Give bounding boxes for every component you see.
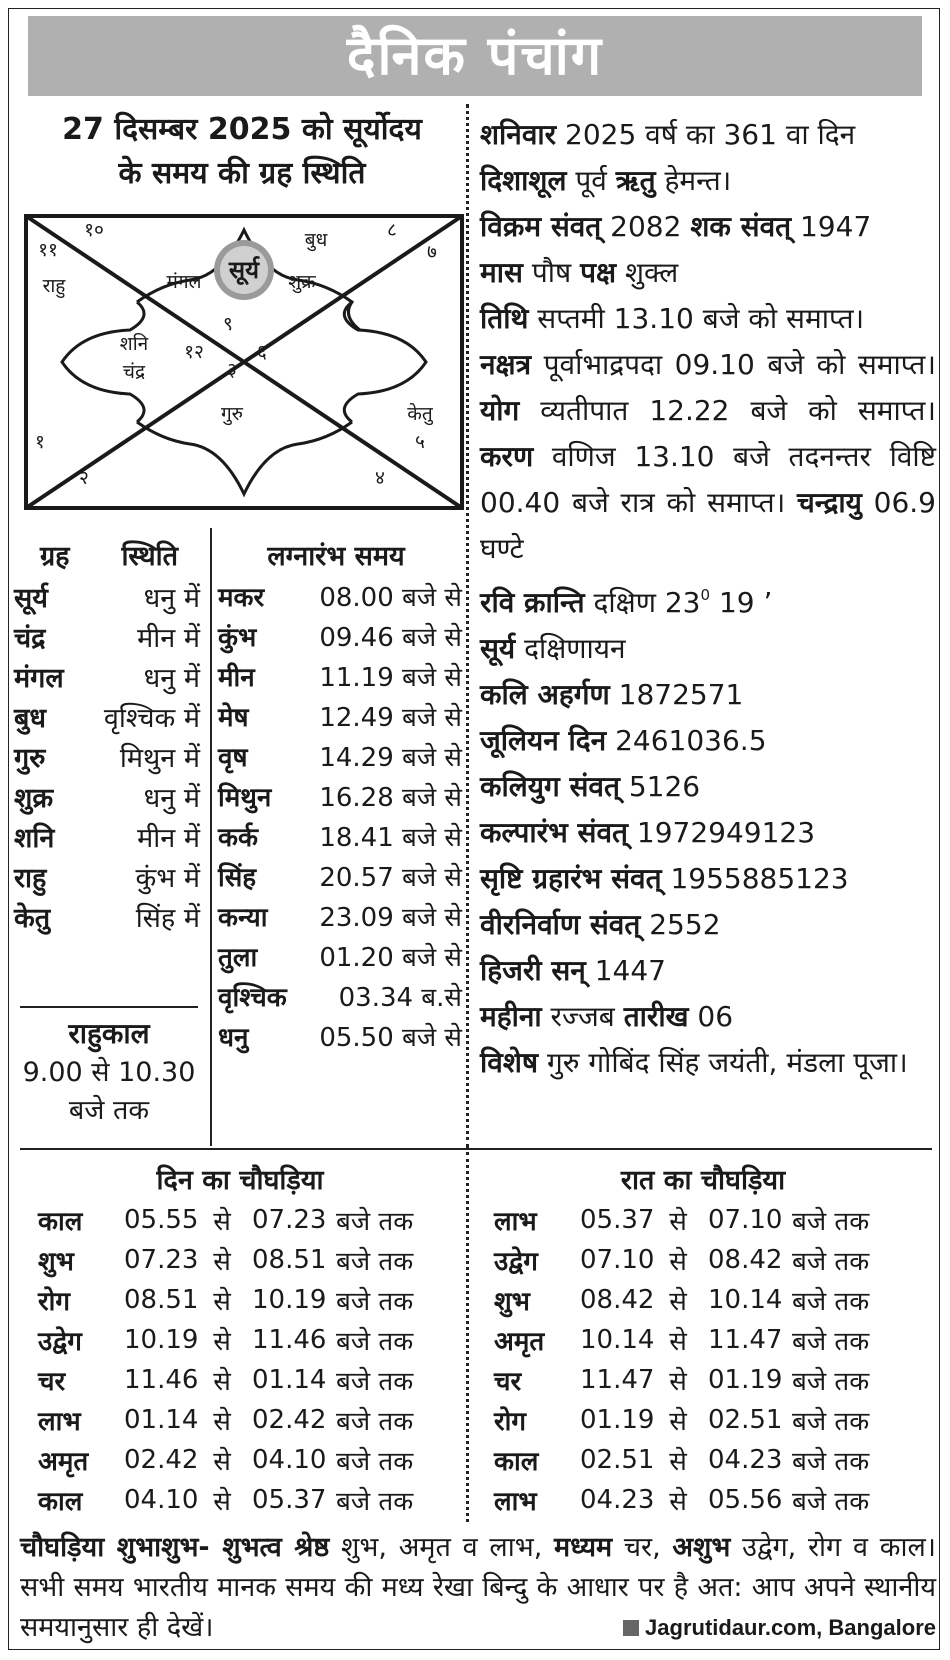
choghadiya-to: 07.10	[708, 1205, 783, 1235]
house-label: ५	[415, 431, 425, 453]
choghadiya-from: 04.10	[124, 1485, 199, 1515]
house-label: ११	[38, 239, 58, 261]
choghadiya-from: 01.19	[580, 1405, 655, 1435]
lagna-row	[218, 656, 462, 696]
choghadiya-to: 10.14	[708, 1285, 783, 1315]
choghadiya-name: काल	[38, 1487, 83, 1517]
lagna-name: मीन	[218, 663, 255, 693]
choghadiya-from: 08.42	[580, 1285, 655, 1315]
planet-name: शुक्र	[14, 782, 54, 814]
choghadiya-row	[494, 1400, 869, 1440]
choghadiya-to: 11.47	[708, 1325, 783, 1355]
vishesh-line: विशेष गुरु गोबिंद सिंह जयंती, मंडला पूजा।	[480, 1046, 908, 1079]
choghadiya-row	[38, 1440, 413, 1480]
ayan-line: सूर्य दक्षिणायन	[480, 632, 626, 665]
chart-heading	[22, 108, 462, 196]
srishti-samvat-line: सृष्टि ग्रहारंभ संवत् 1955885123	[480, 862, 849, 895]
choghadiya-row	[494, 1240, 869, 1280]
planet-row	[14, 896, 200, 936]
house-label: चंद्र	[122, 361, 146, 383]
choghadiya-suffix: बजे तक	[792, 1287, 870, 1317]
house-label: केतु	[407, 403, 433, 425]
planet-name: राहु	[14, 862, 47, 894]
choghadiya-to: 08.42	[708, 1245, 783, 1275]
lagna-row	[218, 776, 462, 816]
choghadiya-name: रोग	[494, 1407, 527, 1437]
choghadiya-name: लाभ	[494, 1207, 537, 1237]
choghadiya-row	[494, 1320, 869, 1360]
sun-label: सूर्य	[228, 256, 260, 284]
lagna-name: मिथुन	[218, 783, 272, 813]
choghadiya-se: से	[669, 1287, 687, 1317]
dishashool-line: दिशाशूल पूर्व ऋतु हेमन्त।	[480, 164, 732, 197]
choghadiya-suffix: बजे तक	[336, 1287, 414, 1317]
lagna-time: 03.34 ब.से	[338, 983, 462, 1013]
choghadiya-to: 11.46	[252, 1325, 327, 1355]
choghadiya-to: 05.56	[708, 1485, 783, 1515]
choghadiya-row	[38, 1360, 413, 1400]
choghadiya-from: 07.23	[124, 1245, 199, 1275]
lagna-row	[218, 976, 462, 1016]
planet-position: कुंभ में	[135, 862, 200, 894]
lagna-time: 08.00 बजे से	[319, 583, 462, 613]
choghadiya-suffix: बजे तक	[336, 1367, 414, 1397]
house-label: राहु	[42, 275, 66, 297]
lagna-name: मेष	[218, 703, 249, 733]
choghadiya-name: अमृत	[494, 1327, 545, 1357]
choghadiya-suffix: बजे तक	[792, 1447, 870, 1477]
choghadiya-to: 01.14	[252, 1365, 327, 1395]
lagna-name: वृष	[218, 743, 248, 773]
choghadiya-to: 04.10	[252, 1445, 327, 1475]
rahukaal-title: राहुकाल	[68, 1017, 150, 1050]
choghadiya-se: से	[669, 1247, 687, 1277]
choghadiya-from: 05.37	[580, 1205, 655, 1235]
planet-position: मीन में	[137, 822, 200, 854]
choghadiya-row	[38, 1240, 413, 1280]
choghadiya-name: उद्वेग	[494, 1247, 538, 1277]
choghadiya-se: से	[213, 1287, 231, 1317]
planet-position: धनु में	[143, 582, 200, 614]
planet-row	[14, 856, 200, 896]
chart-heading-line1: 27 दिसम्बर 2025 को सूर्योदय	[62, 112, 422, 147]
choghadiya-suffix: बजे तक	[336, 1487, 414, 1517]
choghadiya-from: 11.47	[580, 1365, 655, 1395]
choghadiya-se: से	[213, 1447, 231, 1477]
kaliyug-samvat-line: कलियुग संवत् 5126	[480, 770, 701, 803]
lagna-row	[218, 816, 462, 856]
lagna-row	[218, 736, 462, 776]
night-choghadiya-title: रात का चौघड़िया	[620, 1165, 786, 1196]
nakshatra-paragraph: नक्षत्र पूर्वाभाद्रपदा 09.10 बजे को समाप्त। योग व्यतीपात 12.22 बजे को समाप्त। करण वणिज 13.10 बजे तदनन्तर विष्टि 00.40 बजे रात्र को समाप्त। चन्द्रायु 06.9 घण्टे	[480, 348, 936, 565]
choghadiya-to: 07.23	[252, 1205, 327, 1235]
choghadiya-name: अमृत	[38, 1447, 89, 1477]
choghadiya-row	[38, 1200, 413, 1240]
planet-position: वृश्चिक में	[103, 702, 200, 734]
choghadiya-to: 10.19	[252, 1285, 327, 1315]
planet-position: धनु में	[143, 662, 200, 694]
house-label: १	[35, 431, 45, 453]
choghadiya-from: 11.46	[124, 1365, 199, 1395]
kranti-line: रवि क्रान्ति दक्षिण $23^0$ 19 ’	[480, 586, 773, 619]
choghadiya-to: 04.23	[708, 1445, 783, 1475]
lagna-row	[218, 616, 462, 656]
choghadiya-row	[494, 1440, 869, 1480]
planet-name: बुध	[14, 702, 47, 734]
choghadiya-se: से	[213, 1487, 231, 1517]
choghadiya-suffix: बजे तक	[792, 1247, 870, 1277]
page-title: दैनिक पंचांग	[28, 16, 922, 96]
choghadiya-se: से	[669, 1207, 687, 1237]
lagna-time: 18.41 बजे से	[319, 823, 462, 853]
choghadiya-se: से	[669, 1367, 687, 1397]
choghadiya-row	[38, 1400, 413, 1440]
planet-name: सूर्य	[14, 582, 48, 614]
choghadiya-suffix: बजे तक	[792, 1367, 870, 1397]
planet-lagna-divider	[210, 528, 212, 1146]
choghadiya-from: 04.23	[580, 1485, 655, 1515]
choghadiya-name: काल	[38, 1207, 83, 1237]
lagna-row	[218, 856, 462, 896]
day-choghadiya-title: दिन का चौघड़िया	[156, 1165, 324, 1196]
choghadiya-suffix: बजे तक	[792, 1327, 870, 1357]
house-label: १२	[184, 341, 204, 363]
column-divider-top	[466, 104, 469, 1148]
weekday-line: शनिवार 2025 वर्ष का 361 वा दिन	[480, 118, 856, 151]
house-label: १०	[84, 219, 104, 241]
planet-row	[14, 736, 200, 776]
kundli-chart	[22, 212, 466, 512]
position-col-header: स्थिति	[121, 541, 179, 572]
choghadiya-name: काल	[494, 1447, 539, 1477]
planet-position: मीन में	[137, 622, 200, 654]
rahukaal-divider	[20, 1006, 198, 1008]
choghadiya-suffix: बजे तक	[336, 1207, 414, 1237]
samvat-line: विक्रम संवत् 2082 शक संवत् 1947	[480, 210, 872, 243]
lagna-name: मकर	[218, 583, 265, 613]
choghadiya-row	[494, 1280, 869, 1320]
planet-position: धनु में	[143, 782, 200, 814]
choghadiya-name: लाभ	[38, 1407, 81, 1437]
choghadiya-se: से	[669, 1487, 687, 1517]
choghadiya-suffix: बजे तक	[336, 1247, 414, 1277]
choghadiya-from: 08.51	[124, 1285, 199, 1315]
choghadiya-row	[494, 1200, 869, 1240]
planet-name: शनि	[14, 822, 55, 854]
lagna-time: 05.50 बजे से	[319, 1023, 462, 1053]
kundli-petal-bottom	[137, 422, 352, 494]
house-label: शुक्र	[288, 271, 316, 293]
house-label: बुध	[304, 229, 328, 251]
planet-name: गुरु	[14, 742, 46, 774]
lagna-time: 12.49 बजे से	[319, 703, 462, 733]
lagna-row	[218, 696, 462, 736]
choghadiya-se: से	[669, 1407, 687, 1437]
choghadiya-from: 10.14	[580, 1325, 655, 1355]
choghadiya-name: चर	[38, 1367, 66, 1397]
choghadiya-row	[38, 1480, 413, 1520]
rahukaal-time: 9.00 से 10.30	[22, 1057, 196, 1088]
mahina-line: महीना रज्जब तारीख 06	[480, 1000, 734, 1033]
lagna-time: 23.09 बजे से	[319, 903, 462, 933]
choghadiya-from: 01.14	[124, 1405, 199, 1435]
house-label: गुरु	[220, 403, 244, 425]
house-label: ८	[387, 219, 397, 241]
choghadiya-to: 08.51	[252, 1245, 327, 1275]
lagna-time: 16.28 बजे से	[319, 783, 462, 813]
planet-name: मंगल	[14, 662, 64, 694]
choghadiya-se: से	[213, 1247, 231, 1277]
julian-day-line: जूलियन दिन 2461036.5	[480, 724, 767, 757]
house-label: ९	[223, 313, 233, 335]
house-label: ३	[227, 359, 237, 381]
lagna-time: 14.29 बजे से	[319, 743, 462, 773]
choghadiya-to: 02.42	[252, 1405, 327, 1435]
choghadiya-from: 07.10	[580, 1245, 655, 1275]
site-credit: Jagrutidaur.com, Bangalore	[623, 1608, 936, 1648]
choghadiya-suffix: बजे तक	[336, 1327, 414, 1357]
choghadiya-divider	[20, 1148, 932, 1150]
chart-heading-line2: के समय की ग्रह स्थिति	[118, 156, 366, 191]
footer-note: चौघड़िया शुभाशुभ- शुभत्व श्रेष्ठ शुभ, अमृत व लाभ, मध्यम चर, अशुभ उद्वेग, रोग व काल। सभी समय भारतीय मानक समय की मध्य रेखा बिन्दु के आधार पर है अत: आप अपने स्थानीय समयानुसार ही देखें। Jagrutidaur.com, Bangalore	[20, 1528, 936, 1648]
choghadiya-se: से	[213, 1207, 231, 1237]
lagna-name: तुला	[218, 943, 258, 973]
planet-row	[14, 696, 200, 736]
choghadiya-name: उद्वेग	[38, 1327, 82, 1357]
choghadiya-row	[494, 1360, 869, 1400]
lagna-time: 11.19 बजे से	[319, 663, 462, 693]
choghadiya-row	[494, 1480, 869, 1520]
planet-table-header	[14, 536, 204, 573]
lagna-time: 09.46 बजे से	[319, 623, 462, 653]
choghadiya-to: 01.19	[708, 1365, 783, 1395]
house-label: मंगल	[166, 271, 202, 293]
planet-position: सिंह में	[135, 902, 200, 934]
choghadiya-suffix: बजे तक	[792, 1487, 870, 1517]
choghadiya-name: रोग	[38, 1287, 71, 1317]
planet-position: मिथुन में	[119, 742, 200, 774]
lagna-name: कर्क	[218, 823, 258, 853]
choghadiya-se: से	[213, 1367, 231, 1397]
choghadiya-suffix: बजे तक	[792, 1407, 870, 1437]
choghadiya-suffix: बजे तक	[792, 1207, 870, 1237]
choghadiya-to: 02.51	[708, 1405, 783, 1435]
planet-col-header: ग्रह	[39, 541, 70, 572]
hijri-line: हिजरी सन् 1447	[480, 954, 666, 987]
planet-row	[14, 776, 200, 816]
choghadiya-se: से	[213, 1407, 231, 1437]
lagna-time: 01.20 बजे से	[319, 943, 462, 973]
lagna-name: वृश्चिक	[218, 983, 287, 1013]
lagna-name: कन्या	[218, 903, 268, 933]
planet-name: केतु	[14, 902, 51, 934]
choghadiya-from: 05.55	[124, 1205, 199, 1235]
lagna-header: लग्नारंभ समय	[267, 541, 405, 572]
choghadiya-row	[38, 1280, 413, 1320]
credit-square-icon	[623, 1620, 639, 1636]
kalparambh-samvat-line: कल्पारंभ संवत् 1972949123	[480, 816, 816, 849]
choghadiya-se: से	[213, 1327, 231, 1357]
house-label: ४	[375, 467, 385, 489]
choghadiya-name: चर	[494, 1367, 522, 1397]
tithi-line: तिथि सप्तमी 13.10 बजे को समाप्त।	[480, 302, 865, 335]
lagna-time: 20.57 बजे से	[319, 863, 462, 893]
choghadiya-from: 10.19	[124, 1325, 199, 1355]
choghadiya-from: 02.42	[124, 1445, 199, 1475]
choghadiya-suffix: बजे तक	[336, 1407, 414, 1437]
planet-row	[14, 616, 200, 656]
house-label: ७	[427, 241, 437, 263]
choghadiya-to: 05.37	[252, 1485, 327, 1515]
column-divider-bottom	[466, 1152, 469, 1522]
choghadiya-from: 02.51	[580, 1445, 655, 1475]
choghadiya-se: से	[669, 1327, 687, 1357]
lagna-name: कुंभ	[218, 623, 257, 653]
panchang-details	[480, 112, 936, 1086]
lagna-name: धनु	[218, 1023, 249, 1053]
lagna-row	[218, 576, 462, 616]
choghadiya-name: शुभ	[494, 1287, 530, 1317]
veernirvan-samvat-line: वीरनिर्वाण संवत् 2552	[480, 908, 721, 941]
kali-ahargan-line: कलि अहर्गण 1872571	[480, 678, 744, 711]
lagna-row	[218, 1016, 462, 1056]
lagna-row	[218, 936, 462, 976]
planet-row	[14, 816, 200, 856]
choghadiya-name: लाभ	[494, 1487, 537, 1517]
choghadiya-suffix: बजे तक	[336, 1447, 414, 1477]
rahukaal-box	[14, 1014, 204, 1130]
house-label: शनि	[119, 333, 149, 355]
rahukaal-suffix: बजे तक	[68, 1095, 150, 1126]
planet-name: चंद्र	[14, 622, 46, 654]
choghadiya-row	[38, 1320, 413, 1360]
house-label: ६	[257, 341, 267, 363]
choghadiya-se: से	[669, 1447, 687, 1477]
planet-row	[14, 576, 200, 616]
lagna-row	[218, 896, 462, 936]
choghadiya-name: शुभ	[38, 1247, 74, 1277]
planet-row	[14, 656, 200, 696]
house-label: २	[79, 467, 89, 489]
maas-line: मास पौष पक्ष शुक्ल	[480, 256, 679, 289]
lagna-name: सिंह	[218, 863, 257, 893]
